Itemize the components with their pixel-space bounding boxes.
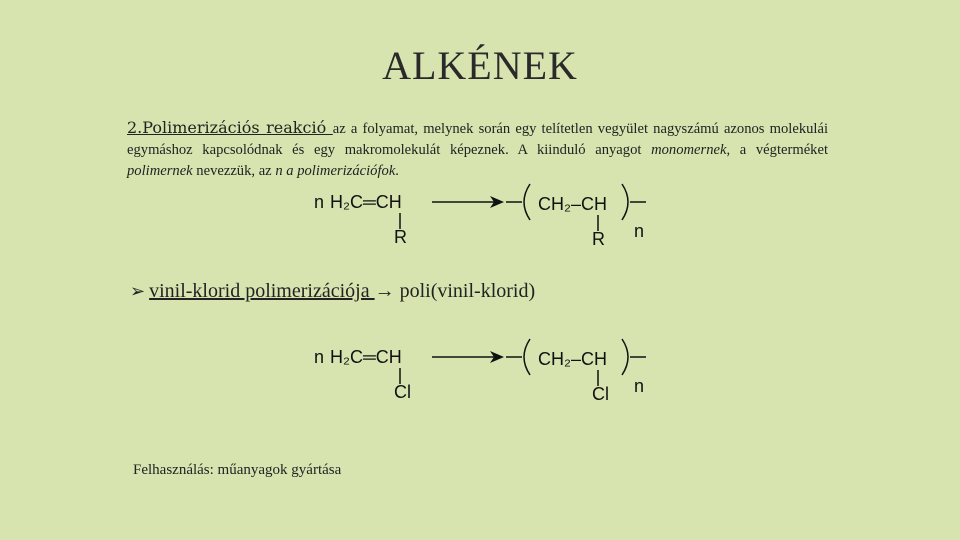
definition-paragraph <box>127 117 828 182</box>
definition-heading-2: reakció <box>266 118 333 137</box>
polymer-unit: CH₂–CH <box>538 194 607 214</box>
polymer-substituent: R <box>592 229 605 249</box>
general-reaction-svg <box>310 180 670 250</box>
left-parenthesis <box>524 184 530 220</box>
monomer-formula: H₂C═CH <box>330 192 402 212</box>
vinyl-reaction-svg <box>310 335 670 405</box>
definition-text-2: , a végterméket <box>726 142 829 158</box>
right-parenthesis <box>622 339 628 375</box>
polymer-index: n <box>634 376 645 396</box>
polymer-substituent: Cl <box>592 384 609 404</box>
usage-note: Felhasználás: műanyagok gyártása <box>133 462 342 478</box>
right-parenthesis <box>622 184 628 220</box>
monomer-substituent: Cl <box>394 382 411 402</box>
monomer-substituent: R <box>394 227 407 247</box>
monomer-formula: H₂C═CH <box>330 347 402 367</box>
definition-text-4: . <box>395 163 399 179</box>
definition-text-3: nevezzük, az <box>192 163 276 179</box>
bullet-arrow-icon: ➢ <box>130 281 146 301</box>
vinyl-chloride-reaction <box>310 335 670 405</box>
left-parenthesis <box>524 339 530 375</box>
term-degree: n a polimerizációfok <box>275 163 396 179</box>
bullet-underlined-text: vinil-klorid polimerizációja <box>149 280 375 302</box>
general-reaction <box>310 180 670 250</box>
definition-heading-1: 2.Polimerizációs <box>127 118 267 137</box>
definition-text-1: az a folyamat, melynek során egy telítetlen vegyület nagyszámú azonos molekulái egymáshoz kapcsolódnak és egy makromolekulát képeznek. A kiinduló anyagot <box>127 121 828 158</box>
bullet-result-text: → poli(vinil-klorid) <box>374 280 536 302</box>
term-polymer: polimernek <box>127 163 193 179</box>
vinyl-chloride-bullet <box>130 280 535 303</box>
reaction-n: n <box>314 347 325 367</box>
term-monomer: monomernek <box>651 142 727 158</box>
reaction-n: n <box>314 192 325 212</box>
polymer-unit: CH₂–CH <box>538 349 607 369</box>
polymer-index: n <box>634 221 645 241</box>
slide-title: ALKÉNEK <box>382 43 578 88</box>
